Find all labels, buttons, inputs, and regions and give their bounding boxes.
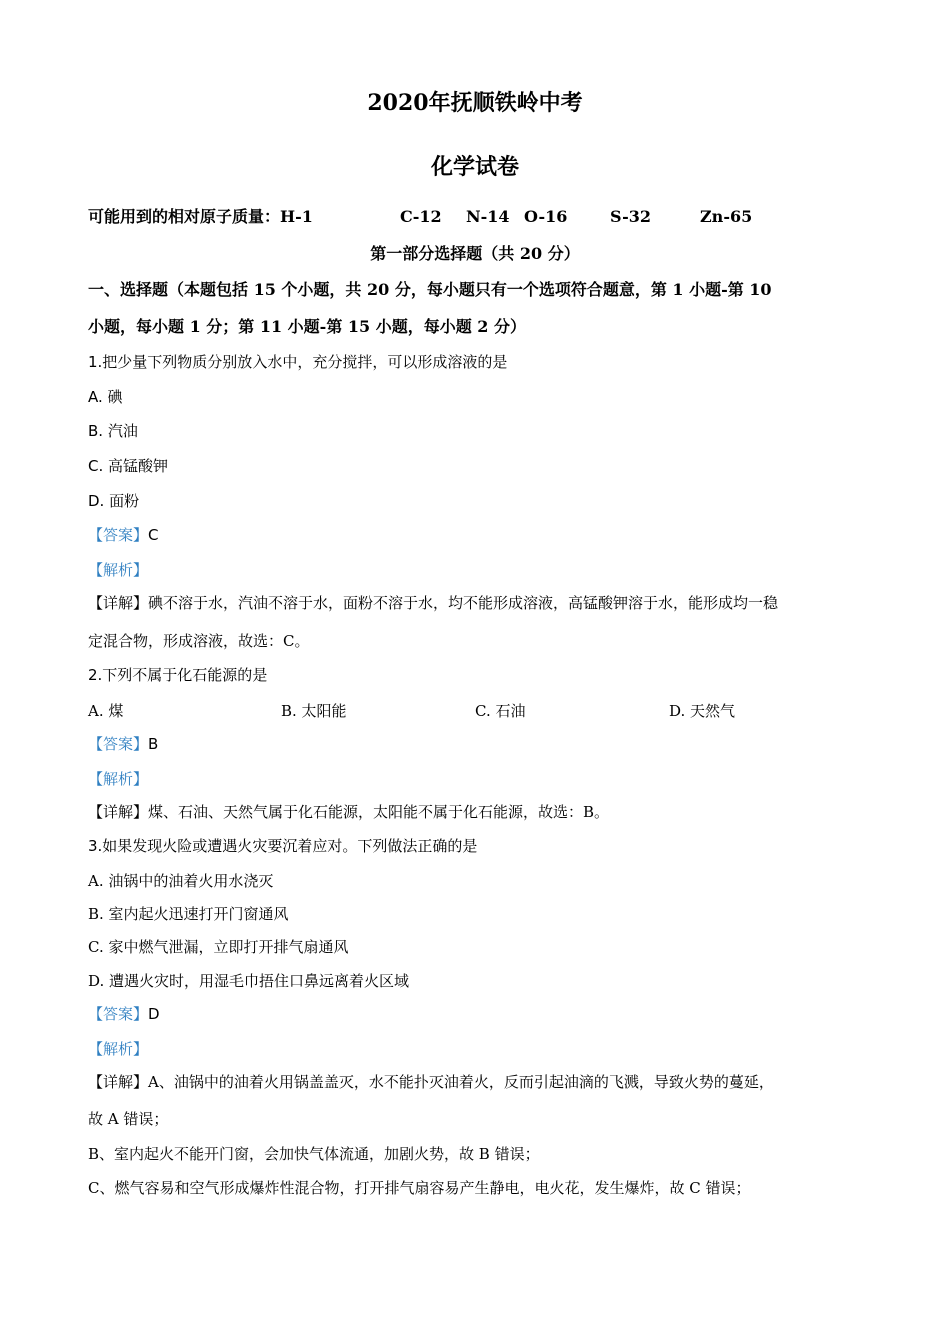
q1-option-d: D. 面粉 <box>88 492 140 510</box>
q1-detail-line1 <box>88 593 778 613</box>
q3-detail-text: A、油锅中的油着火用锅盖盖灭，水不能扑灭油着火，反而引起油滴的飞溅，导致火势的蔓延， <box>148 1073 774 1091</box>
q3-answer <box>88 1004 160 1024</box>
q3-detail-line3: B、室内起火不能开门窗，会加快气体流通，加剧火势，故 B 错误； <box>88 1145 540 1163</box>
q1-option-b: B. 汽油 <box>88 422 138 440</box>
atomic-mass-zn: Zn-65 <box>700 207 753 226</box>
q3-detail-line2: 故 A 错误； <box>88 1110 169 1128</box>
q1-detail-text: 碘不溶于水，汽油不溶于水，面粉不溶于水，均不能形成溶液，高锰酸钾溶于水，能形成均一稳 <box>148 594 779 612</box>
q3-stem: 3.如果发现火险或遭遇火灾要沉着应对。下列做法正确的是 <box>88 837 478 855</box>
answer-label: 【答案】 <box>88 735 149 753</box>
section1-heading-line2: 小题，每小题 1 分；第 11 小题-第 15 小题，每小题 2 分） <box>88 317 527 336</box>
q2-option-b: B. 太阳能 <box>281 702 347 720</box>
page-subtitle: 化学试卷 <box>430 154 519 180</box>
q3-option-a: A. 油锅中的油着火用水浇灭 <box>88 872 274 890</box>
q3-answer-value: D <box>148 1005 160 1023</box>
q2-analysis-label: 【解析】 <box>88 770 149 788</box>
page-title: 2020年抚顺铁岭中考 <box>367 90 583 116</box>
detail-label: 【详解】 <box>88 803 149 821</box>
q2-detail <box>88 802 609 822</box>
q2-option-c: C. 石油 <box>475 702 526 720</box>
atomic-mass-s: S-32 <box>610 207 652 226</box>
answer-label: 【答案】 <box>88 1005 149 1023</box>
answer-label: 【答案】 <box>88 526 149 544</box>
q3-detail-line1 <box>88 1072 774 1092</box>
q3-detail-line4: C、燃气容易和空气形成爆炸性混合物，打开排气扇容易产生静电，电火花，发生爆炸，故 C 错误； <box>88 1179 751 1197</box>
atomic-mass-o: O-16 <box>524 207 568 226</box>
q3-option-d: D. 遭遇火灾时，用湿毛巾捂住口鼻远离着火区域 <box>88 972 410 990</box>
q1-option-c: C. 高锰酸钾 <box>88 457 169 475</box>
q1-answer-value: C <box>148 526 159 544</box>
q1-option-a: A. 碘 <box>88 388 123 406</box>
atomic-mass-c: C-12 <box>400 207 442 226</box>
q1-stem: 1.把少量下列物质分别放入水中，充分搅拌，可以形成溶液的是 <box>88 353 508 371</box>
q3-option-c: C. 家中燃气泄漏，立即打开排气扇通风 <box>88 938 349 956</box>
detail-label: 【详解】 <box>88 1073 149 1091</box>
q1-analysis-label: 【解析】 <box>88 561 149 579</box>
q1-detail-line2: 定混合物，形成溶液，故选：C。 <box>88 632 310 650</box>
q2-stem: 2.下列不属于化石能源的是 <box>88 666 268 684</box>
atomic-mass-label: 可能用到的相对原子质量：H-1 <box>88 207 313 226</box>
section1-heading-line1: 一、选择题（本题包括 15 个小题，共 20 分，每小题只有一个选项符合题意，第 1 小题-第 10 <box>88 280 772 299</box>
detail-label: 【详解】 <box>88 594 149 612</box>
q2-answer-value: B <box>148 735 159 753</box>
q3-option-b: B. 室内起火迅速打开门窗通风 <box>88 905 289 923</box>
atomic-mass-n: N-14 <box>466 207 510 226</box>
q2-detail-text: 煤、石油、天然气属于化石能源，太阳能不属于化石能源，故选：B。 <box>148 803 610 821</box>
atomic-mass-line <box>88 207 753 227</box>
q2-answer <box>88 734 158 754</box>
part1-heading: 第一部分选择题（共 20 分） <box>370 244 580 263</box>
q3-analysis-label: 【解析】 <box>88 1040 149 1058</box>
q2-option-d: D. 天然气 <box>669 702 736 720</box>
q1-answer <box>88 525 159 545</box>
q2-option-a: A. 煤 <box>88 702 124 720</box>
